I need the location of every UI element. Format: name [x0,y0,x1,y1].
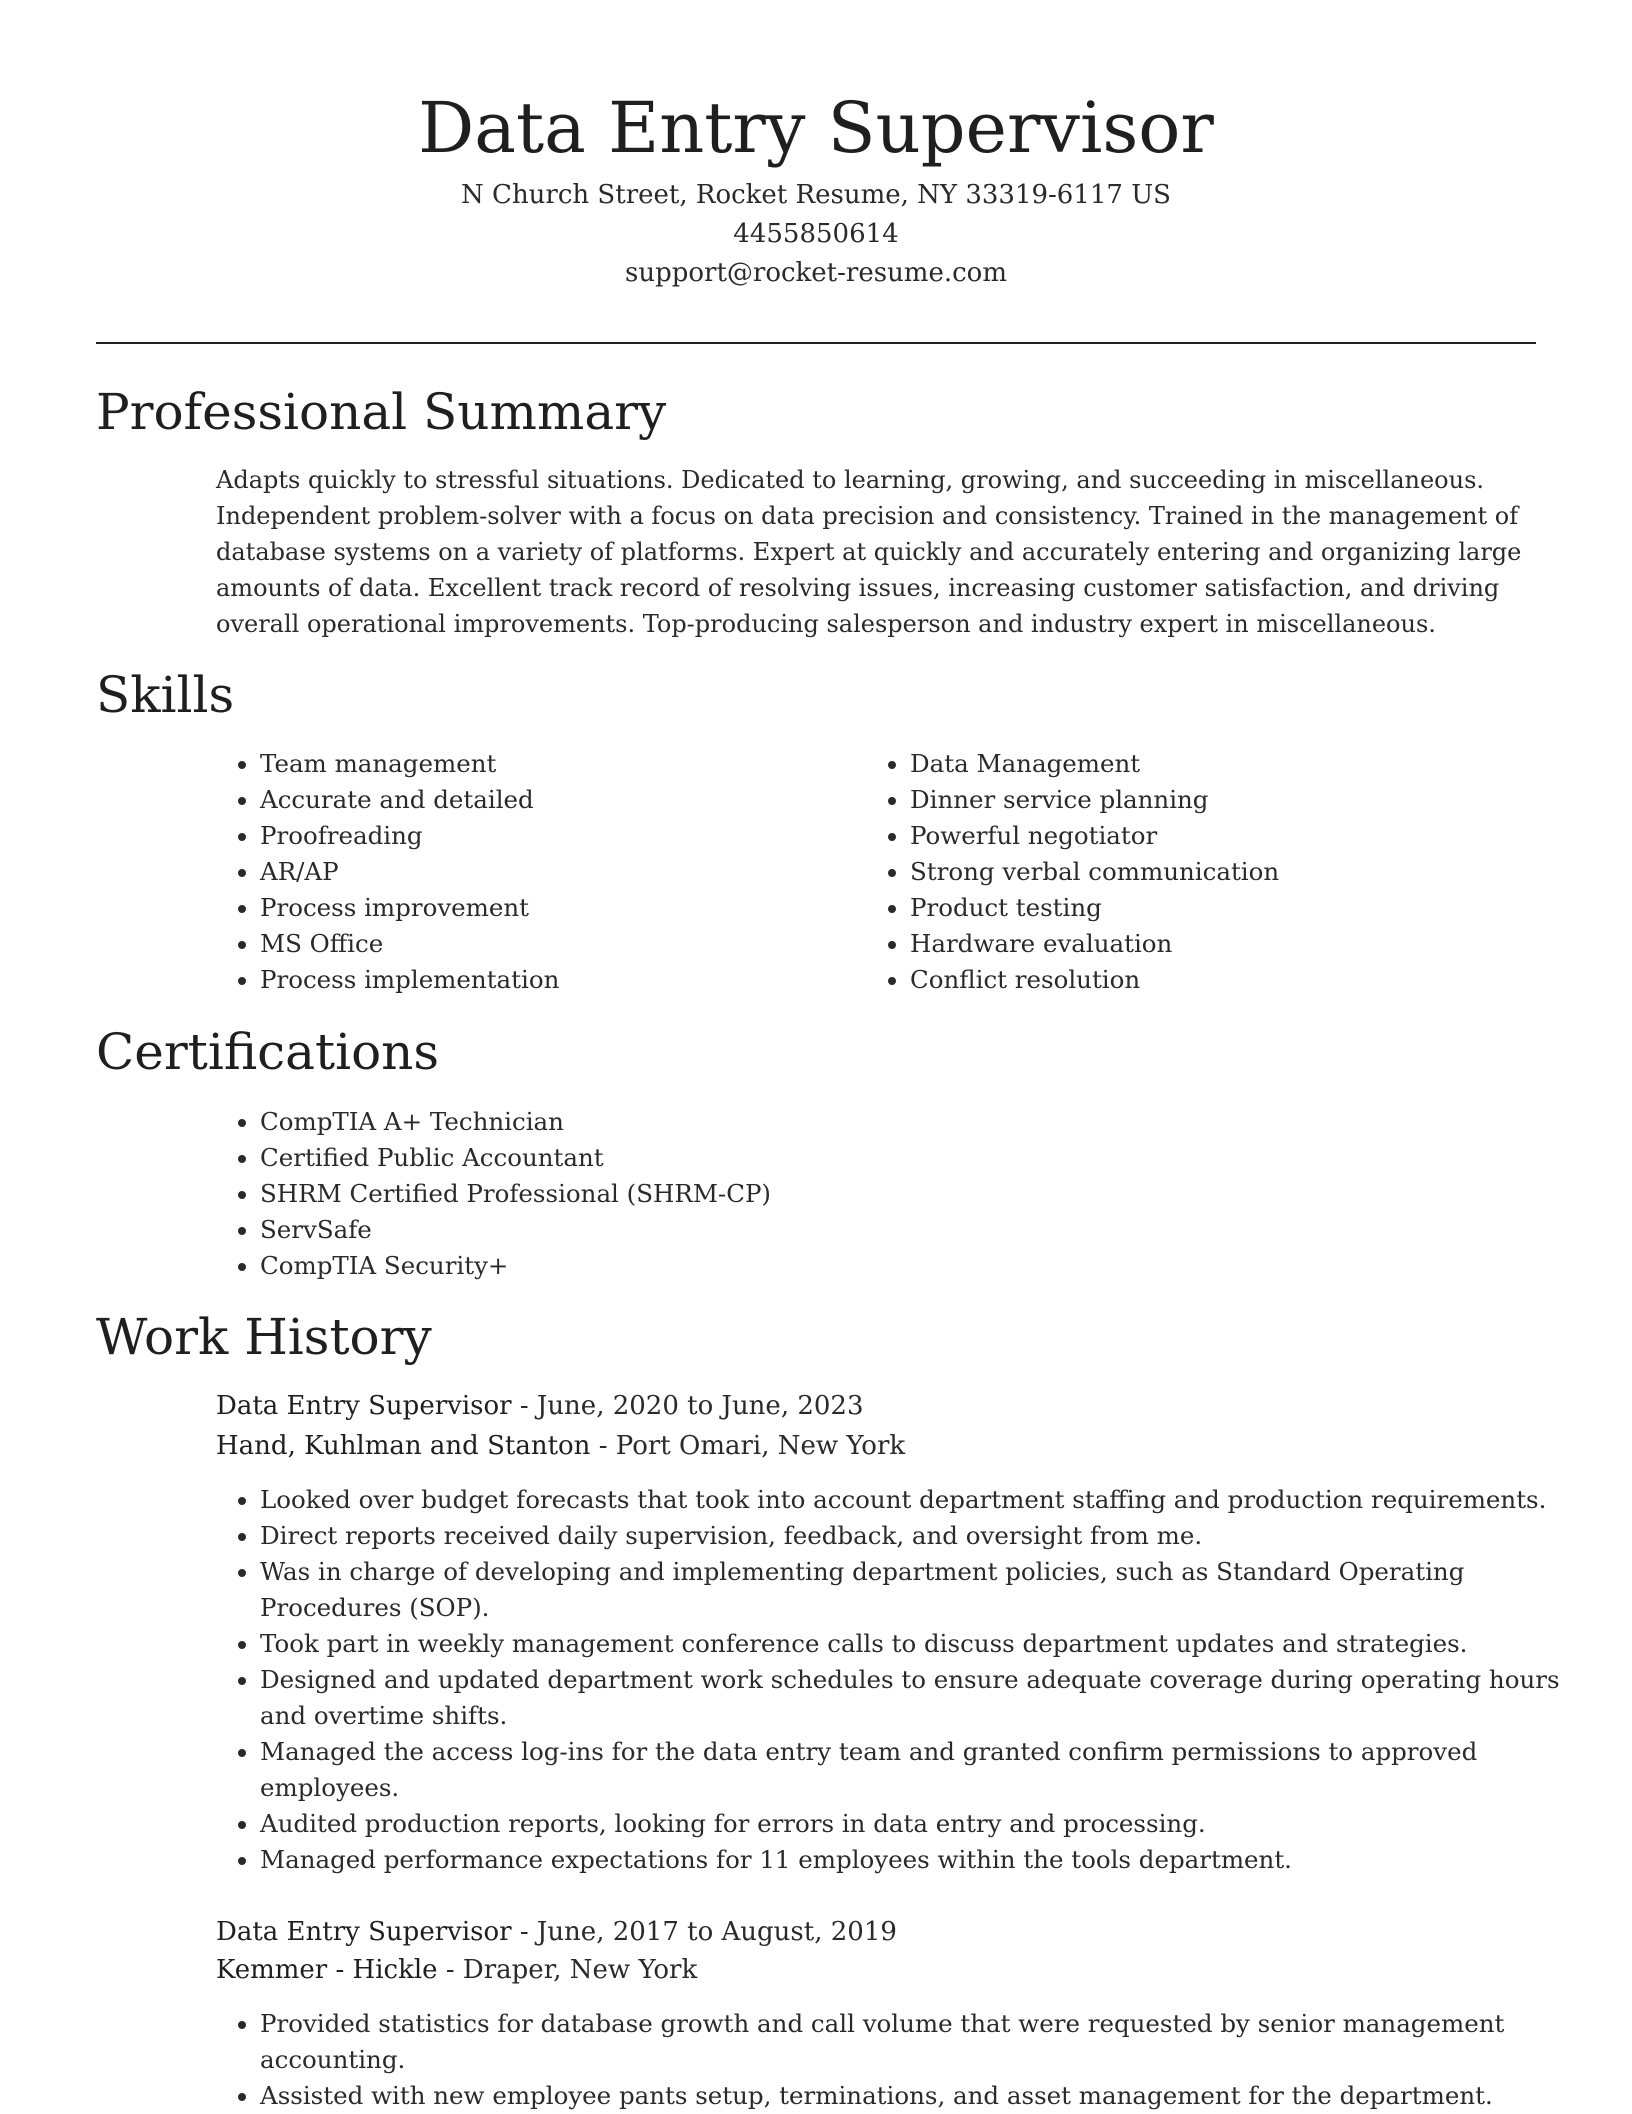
list-item: • Data Management [910,746,1510,782]
candidate-name: Data Entry Supervisor [418,87,1214,169]
list-item: • Accurate and detailed [260,782,820,818]
list-item: • Process improvement [260,890,820,926]
list-item: • MS Office [260,926,820,962]
list-item: • Product testing [910,890,1510,926]
job-2-bullets [216,2006,1560,2114]
list-item: • Certified Public Accountant [260,1140,1160,1176]
work-history-title: Work History [96,1308,432,1366]
certifications-list [216,1104,1160,1284]
list-item: • CompTIA Security+ [260,1248,1160,1284]
skills-list-left [216,746,820,998]
job-company: Kemmer - Hickle [216,1955,438,1985]
job-1-title-line: Data Entry Supervisor - June, 2020 to June, 2023 [216,1391,864,1421]
list-item: • Hardware evaluation [910,926,1510,962]
list-item: • CompTIA A+ Technician [260,1104,1160,1140]
summary-title: Professional Summary [96,383,667,441]
list-item: • Dinner service planning [910,782,1510,818]
list-item: • ServSafe [260,1212,1160,1248]
list-item: • SHRM Certified Professional (SHRM-CP) [260,1176,1160,1212]
job-2-title-line: Data Entry Supervisor - June, 2017 to August, 2019 [216,1917,897,1947]
contact-email: support@rocket-resume.com [624,258,1007,288]
list-item: • Process implementation [260,962,820,998]
certifications-title: Certifications [96,1023,440,1081]
job-title: Data Entry Supervisor [216,1917,512,1947]
list-item: • Audited production reports, looking for errors in data entry and processing. [260,1806,1560,1842]
resume-header [96,80,1536,293]
job-location: Draper, New York [462,1955,698,1985]
job-location: Port Omari, New York [615,1431,906,1461]
header-divider [96,342,1536,344]
list-item: • Provided statistics for database growth and call volume that were requested by senior management accounting. [260,2006,1560,2078]
list-item: • Conflict resolution [910,962,1510,998]
list-item: • Direct reports received daily supervision, feedback, and oversight from me. [260,1518,1560,1554]
contact-phone: 4455850614 [733,219,899,249]
list-item: • Proofreading [260,818,820,854]
job-company: Hand, Kuhlman and Stanton [216,1431,591,1461]
list-item: • Designed and updated department work schedules to ensure adequate coverage during operating hours and overtime shifts. [260,1662,1560,1734]
list-item: • Assisted with new employee pants setup, terminations, and asset management for the department. [260,2078,1560,2114]
list-item: • AR/AP [260,854,820,890]
list-item: • Powerful negotiator [910,818,1510,854]
job-2-company-line: Kemmer - Hickle - Draper, New York [216,1955,698,1985]
job-dates: June, 2017 to August, 2019 [536,1917,897,1947]
list-item: • Team management [260,746,820,782]
skills-list-right [866,746,1510,998]
list-item: • Strong verbal communication [910,854,1510,890]
job-title: Data Entry Supervisor [216,1391,512,1421]
contact-block [96,176,1536,293]
job-dates: June, 2020 to June, 2023 [536,1391,864,1421]
contact-address: N Church Street, Rocket Resume, NY 33319-6117 US [461,180,1171,210]
list-item: • Took part in weekly management conference calls to discuss department updates and strategies. [260,1626,1560,1662]
job-1-company-line: Hand, Kuhlman and Stanton - Port Omari, New York [216,1431,906,1461]
job-1-bullets [216,1482,1560,1878]
list-item: • Was in charge of developing and implementing department policies, such as Standard Operating Procedures (SOP). [260,1554,1560,1626]
list-item: • Managed performance expectations for 11 employees within the tools department. [260,1842,1560,1878]
summary-text: Adapts quickly to stressful situations. Dedicated to learning, growing, and succeeding in miscellaneous. Independent problem-solver with a focus on data precision and consistency. Trained in the management of database systems on a variety of platforms. Expert at quickly and accurately entering and organizing large amounts of data. Excellent track record of resolving issues, increasing customer satisfaction, and driving overall operational improvements. Top-producing salesperson and industry expert in miscellaneous. [216,466,1522,638]
list-item: • Managed the access log-ins for the data entry team and granted confirm permissions to approved employees. [260,1734,1560,1806]
skills-title: Skills [96,666,235,724]
list-item: • Looked over budget forecasts that took into account department staffing and production requirements. [260,1482,1560,1518]
